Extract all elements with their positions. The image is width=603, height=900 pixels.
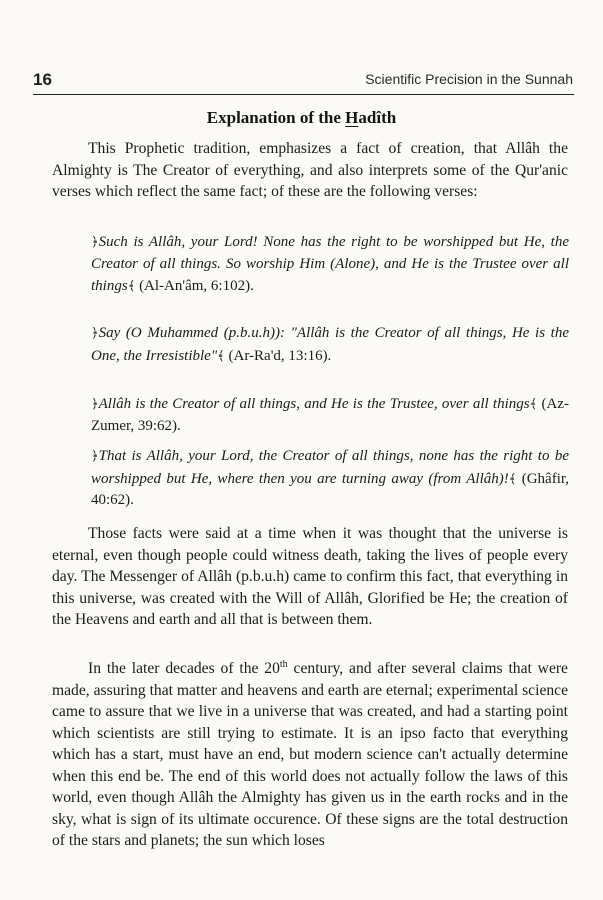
- verse-reference: (Al-An'âm, 6:102).: [139, 278, 254, 294]
- verse-reference: (Ar-Ra'd, 13:16).: [228, 347, 332, 364]
- quran-verse: [91, 322, 569, 367]
- verse-text: Say (O Muhammed (p.b.u.h)): "Allâh is the Creator of all things, He is the One, the Irresistible": [91, 325, 569, 364]
- page-number: 16: [33, 70, 52, 89]
- paragraph-text-start: In the later decades of the 20: [88, 660, 280, 677]
- verse-close-ornament: ﴾: [529, 396, 538, 411]
- quran-verse: [91, 393, 569, 437]
- verse-close-ornament: ﴾: [508, 470, 517, 486]
- verse-open-ornament: ﴿: [91, 325, 99, 340]
- verse-text: That is Allâh, your Lord, the Creator of all things, none has the right to be worshipped but He, where then you are turning away (from Allâh)!: [91, 448, 569, 487]
- heading-underlined-letter: H: [345, 108, 359, 127]
- quran-verse: [91, 445, 569, 512]
- quran-verse: [91, 231, 569, 298]
- verse-close-ornament: ﴾: [127, 278, 136, 293]
- intro-paragraph: This Prophetic tradition, emphasizes a fact of creation, that Allâh the Almighty is The Creator of everything, and also interprets some of the Qur'anic verses which reflect the same fact; of these are the following verses:: [52, 140, 568, 200]
- body-paragraph: [52, 658, 568, 852]
- verse-open-ornament: ﴿: [91, 234, 99, 249]
- heading-text-end: adîth: [358, 108, 397, 127]
- body-paragraph: Those facts were said at a time when it was thought that the universe is eternal, even though people could witness death, taking the lives of people every day. The Messenger of Allâh (p.b.u.h) came to confirm this fact, that everything in this universe, was created with the Will of Allâh, Glorified be He; the creation of the Heavens and earth and all that is between them.: [52, 525, 568, 628]
- verse-text: Such is Allâh, your Lord! None has the right to be worshipped but He, the Creator of all things. So worship Him (Alone), and He is the Trustee over all things: [91, 234, 569, 294]
- page-header: [33, 68, 573, 90]
- verse-open-ornament: ﴿: [91, 448, 99, 463]
- verse-open-ornament: ﴿: [91, 396, 99, 411]
- ordinal-superscript: th: [279, 658, 288, 670]
- verse-reference: (Az-Zumer, 39:62).: [91, 396, 569, 434]
- section-heading: [0, 108, 603, 128]
- verse-text: Allâh is the Creator of all things, and He is the Trustee, over all things: [98, 396, 530, 412]
- verse-reference: (Ghâfir, 40:62).: [91, 470, 570, 508]
- heading-text-start: Explanation of the: [206, 108, 346, 127]
- running-title: Scientific Precision in the Sunnah: [365, 71, 573, 87]
- paragraph-text-end: century, and after several claims that were made, assuring that matter and heavens and earth are eternal; experimental science came to assure that we live in a universe that was created, and had a starting point which scientists are still trying to estimate. It is an ipso facto that everything which has a start, must have an end, but modern science can't actually determine when this end be. The end of this world does not actually follow the laws of this world, even though Allâh the Almighty has given us in the earth rocks and in the sky, what is sign of its ultimate occurence. Of these signs are the total destruction of the stars and planets; the sun which loses: [52, 660, 568, 849]
- verse-close-ornament: ﴾: [217, 347, 225, 363]
- header-rule: [33, 94, 574, 95]
